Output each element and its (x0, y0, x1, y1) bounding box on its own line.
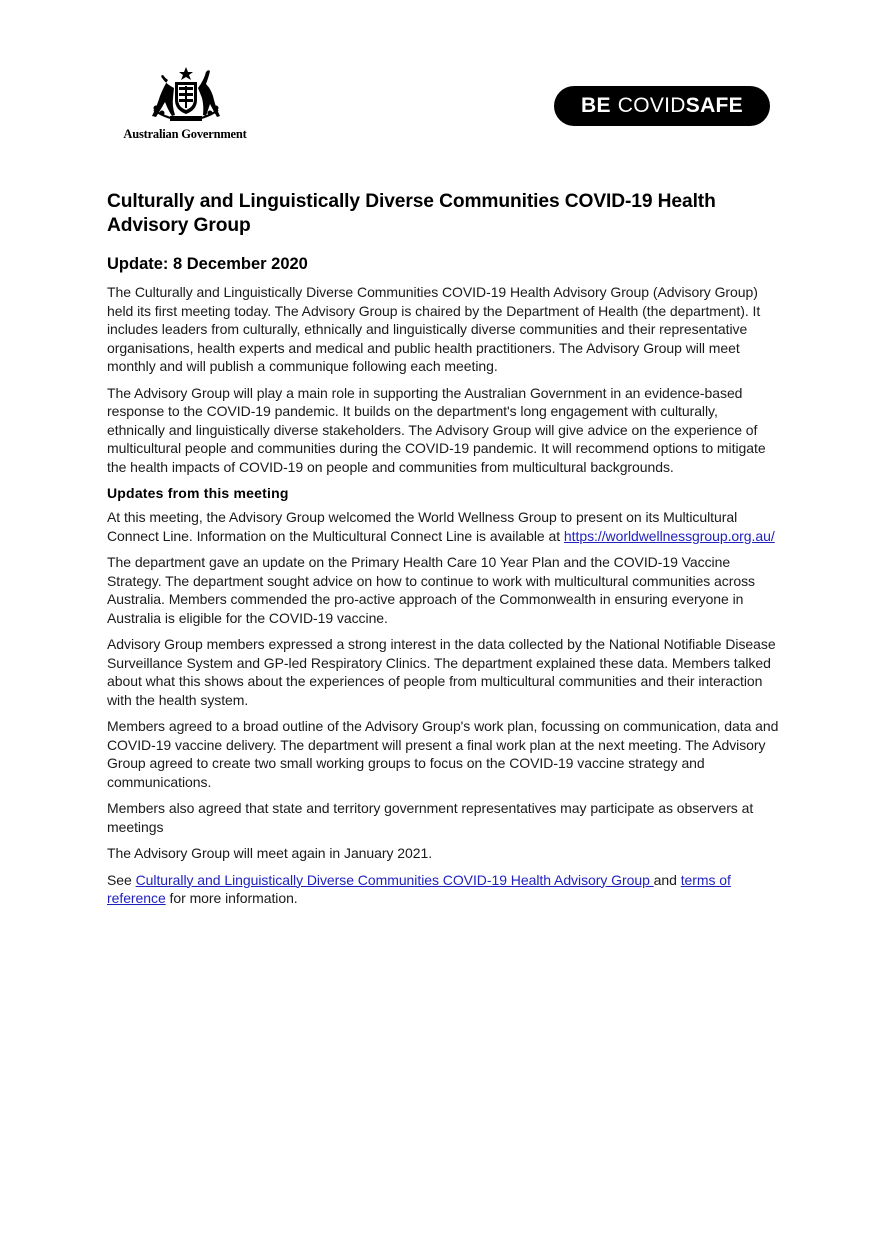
badge-covidsafe-text (618, 94, 743, 118)
world-wellness-paragraph (107, 508, 779, 545)
terms-of-reference-link[interactable]: terms of reference (107, 871, 731, 906)
document-body (107, 190, 779, 916)
badge-covid-part: COVID (617, 94, 686, 117)
meeting-paragraph-3: Members agreed to a broad outline of the Advisory Group's work plan, focussing on communication, data and COVID-19 vaccine delivery. The department will present a final work plan at the next meeting. The Advisory Group agreed to create two small working groups to focus on the COVID-19 vaccine strategy and communications. (107, 718, 779, 790)
badge-be-text: BE (580, 94, 611, 117)
intro-paragraph-1: The Culturally and Linguistically Diverse Communities COVID-19 Health Advisory Group (Advisory Group) held its first meeting today. The Advisory Group is chaired by the Department of Health (the department). It includes leaders from culturally, ethnically and linguistically diverse communities and their representative organisations, health experts and medical and public health practitioners. The Advisory Group will meet monthly and will publish a communique following each meeting. (107, 284, 761, 374)
covidsafe-badge (554, 86, 770, 126)
coat-of-arms-icon (146, 66, 226, 124)
meeting-paragraph-1: The department gave an update on the Primary Health Care 10 Year Plan and the COVID-19 Vaccine Strategy. The department sought advice on how to continue to work with multicultural communities across Australia. Members commended the pro-active approach of the Commonwealth in ensuring everyone in Australia is eligible for the COVID-19 vaccine. (107, 554, 755, 626)
intro-paragraph-2: The Advisory Group will play a main role in supporting the Australian Government in an evidence-based response to the COVID-19 pandemic. It builds on the department's long engagement with culturally, ethnically and linguistically diverse stakeholders. The Advisory Group will give advice on the experience of multicultural people and communities during the COVID-19 pandemic. It will recommend options to mitigate the health impacts of COVID-19 on people and communities from multicultural backgrounds. (107, 384, 766, 475)
australian-government-logo (110, 66, 260, 146)
see-also-middle: and (653, 871, 681, 888)
meeting-heading: Updates from this meeting (107, 485, 289, 501)
see-also-prefix: See (107, 871, 136, 888)
see-also-suffix: for more information. (165, 890, 298, 906)
world-wellness-text: At this meeting, the Advisory Group welcomed the World Wellness Group to present on its Multicultural Connect Line. Information on the Multicultural Connect Line is available at (107, 509, 738, 544)
advisory-group-link[interactable]: Culturally and Linguistically Diverse Communities COVID-19 Health Advisory Group (135, 871, 654, 888)
document-title: Culturally and Linguistically Diverse Communities COVID-19 Health Advisory Group (107, 191, 716, 236)
meeting-paragraph-4: Members also agreed that state and territory government representatives may participate as observers at meetings (107, 800, 754, 835)
government-name: Australian Government (123, 127, 247, 141)
meeting-paragraph-2: Advisory Group members expressed a strong interest in the data collected by the National Notifiable Disease Surveillance System and GP-led Respiratory Clinics. The department explained these data. Members talked about what this shows about the experiences of people from multicultural communities and their interaction with the health system. (107, 636, 776, 708)
page-header (0, 0, 882, 160)
see-also-paragraph (107, 871, 779, 908)
meeting-paragraph-5: The Advisory Group will meet again in January 2021. (107, 845, 433, 861)
update-heading: Update: 8 December 2020 (107, 255, 308, 273)
world-wellness-link[interactable]: https://worldwellnessgroup.org.au/ (563, 527, 775, 544)
badge-safe-part: SAFE (685, 94, 743, 117)
